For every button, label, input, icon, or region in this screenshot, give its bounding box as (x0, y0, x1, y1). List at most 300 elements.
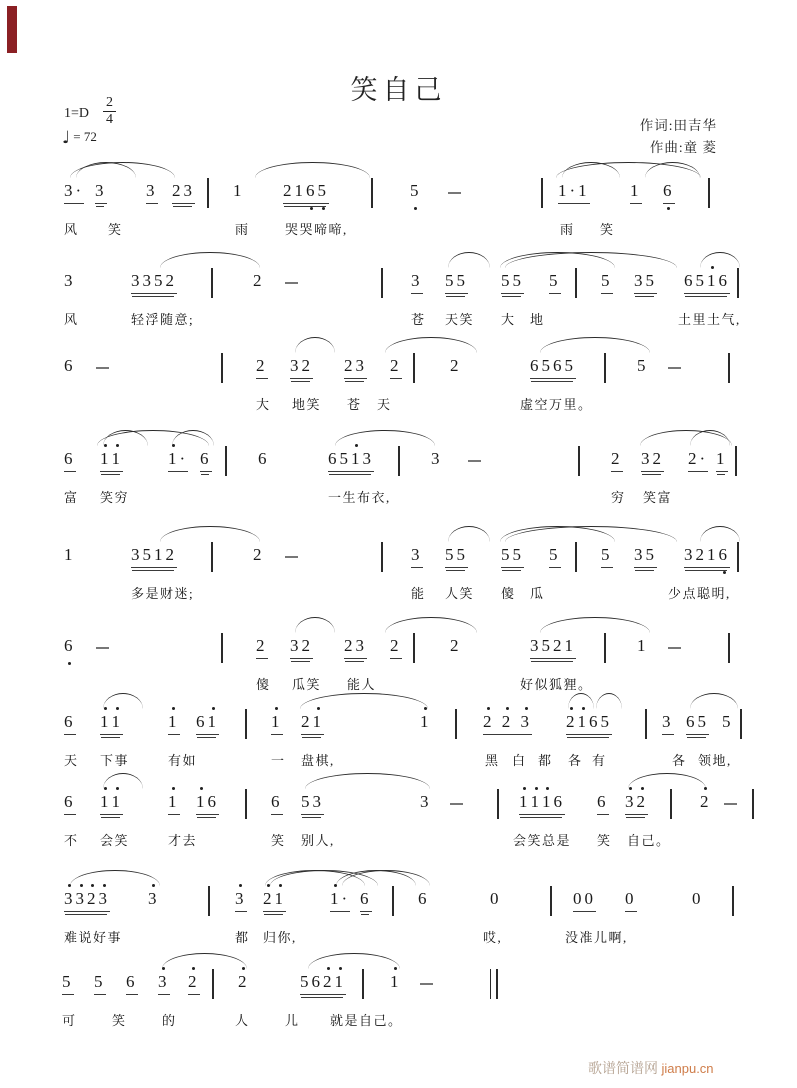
note-digit: 1 (351, 449, 363, 469)
second-beam-line (717, 474, 725, 475)
note-digit: 5 (300, 972, 312, 991)
octave-dot-low (322, 207, 325, 210)
note-digit: 2 (238, 972, 250, 992)
note-digit: 5 (456, 545, 468, 564)
note-digit: 2 (283, 181, 295, 200)
note-digit: 1 (313, 712, 325, 732)
note-digit: 1 (154, 545, 166, 564)
slur (448, 252, 490, 268)
octave-dot-high (192, 967, 195, 970)
note-group (420, 792, 432, 814)
note-digit: 2 (688, 449, 700, 468)
note-digit: 2 (301, 356, 313, 375)
lyric-syllable: 有 (592, 753, 607, 768)
note-digit: 1 (112, 792, 124, 812)
note-digit: 2 (390, 356, 402, 375)
note-group (684, 271, 730, 294)
barline (208, 886, 210, 916)
barline (413, 633, 415, 663)
note-digit: 6 (663, 181, 675, 201)
note-digit: 5 (456, 271, 468, 290)
barline (575, 268, 577, 298)
note-group (146, 181, 158, 204)
note-group (271, 792, 283, 815)
octave-dot-high (104, 707, 107, 710)
octave-dot-high (394, 967, 397, 970)
note-group (64, 636, 76, 658)
duration-dash (285, 282, 298, 284)
slur (162, 953, 247, 969)
note-group (64, 712, 76, 735)
lyric-syllable: 富 (64, 490, 79, 505)
note-group (716, 449, 728, 472)
note-group (601, 271, 613, 294)
note-digit: 2 (611, 449, 623, 468)
octave-dot-high (327, 967, 330, 970)
note-group (601, 545, 613, 568)
note-group (686, 712, 709, 735)
note-digit: 5 (549, 545, 561, 564)
lyric-syllable: 可 (62, 1013, 77, 1028)
octave-dot-high (546, 787, 549, 790)
note-digit: 1 (707, 271, 719, 291)
note-digit: 5 (637, 356, 649, 375)
note-digit: 5 (62, 972, 74, 991)
lyric-syllable: 人 (235, 1013, 250, 1028)
duration-dash (448, 192, 461, 194)
lyric-syllable: 就是自己。 (330, 1013, 403, 1028)
lyric-syllable: 笑富 (643, 490, 673, 505)
note-digit: 2 (344, 636, 356, 655)
note-digit: 2 (652, 449, 664, 468)
lyric-syllable: 一生布衣, (328, 490, 391, 505)
note-group (148, 889, 160, 911)
note-digit: 2 (253, 545, 265, 564)
note-digit (495, 712, 502, 732)
note-digit: 5 (564, 356, 576, 375)
note-digit: 2 (344, 356, 356, 375)
note-group (126, 972, 138, 995)
barline (728, 633, 730, 663)
lyric-syllable: 有如 (168, 753, 198, 768)
note-digit: 3 (634, 545, 646, 564)
lyric-syllable: 领地, (698, 753, 732, 768)
note-digit: 3 (530, 636, 542, 655)
note-group (168, 792, 180, 815)
octave-dot-high (641, 787, 644, 790)
note-group (597, 792, 609, 815)
note-digit: 2 (553, 636, 565, 655)
note-digit: 3 (684, 545, 696, 564)
note-digit: 6 (718, 271, 730, 290)
duration-dash (724, 803, 737, 805)
note-group (611, 449, 623, 472)
lyric-syllable: 不 (64, 833, 79, 848)
note-digit: · (179, 449, 189, 468)
lyric-syllable: 傻 (256, 677, 271, 692)
note-digit: 5 (541, 636, 553, 655)
note-digit: 5 (512, 545, 524, 564)
lyric-syllable: 能人 (347, 677, 377, 692)
note-group (390, 972, 402, 994)
lyric-syllable: 苍 (411, 312, 426, 327)
note-digit: 1 (168, 712, 180, 732)
note-group (684, 545, 730, 568)
lyric-syllable: 天 (377, 397, 392, 412)
note-group (688, 449, 708, 472)
note-group (450, 636, 462, 658)
note-digit: 6 (271, 792, 283, 811)
slur (305, 773, 430, 789)
lyric-syllable: 盘棋, (301, 753, 335, 768)
note-group (549, 271, 561, 294)
second-beam-line (101, 737, 120, 738)
note-digit: 6 (328, 449, 340, 468)
note-group (256, 636, 268, 659)
note-digit: 3 (95, 181, 107, 200)
note-group (238, 972, 250, 994)
octave-dot-high (424, 707, 427, 710)
slur (70, 870, 160, 886)
octave-dot-high (200, 787, 203, 790)
note-digit: 1 (196, 792, 208, 812)
watermark (588, 1058, 714, 1078)
note-digit: 3 (641, 449, 653, 468)
note-group (692, 889, 704, 911)
note-digit: 2 (301, 712, 313, 731)
note-group (64, 271, 76, 293)
note-digit: 6 (311, 972, 323, 991)
note-group (100, 792, 123, 815)
note-digit: 1 (531, 792, 543, 812)
note-group (519, 792, 565, 815)
octave-dot-high (506, 707, 509, 710)
note-digit: 6 (589, 712, 601, 731)
note-digit: 3 (146, 181, 158, 200)
barline (245, 789, 247, 819)
note-group (253, 271, 265, 293)
second-beam-line (197, 817, 216, 818)
note-digit: 3 (625, 792, 637, 812)
note-digit: 1 (420, 712, 432, 732)
lyric-syllable: 都 (235, 930, 250, 945)
barline (604, 633, 606, 663)
slur (295, 617, 335, 633)
octave-dot-high (629, 787, 632, 790)
lyric-syllable: 都 (538, 753, 553, 768)
note-group (558, 181, 590, 204)
note-digit: 1 (716, 449, 728, 468)
note-digit: 3 (411, 271, 423, 290)
octave-dot-high (116, 787, 119, 790)
octave-dot-high (570, 707, 573, 710)
note-digit: 3 (662, 712, 674, 731)
note-digit: 3 (290, 636, 302, 655)
lyric-syllable: 天笑 (445, 312, 475, 327)
note-digit: 3 (148, 889, 160, 909)
lyric-syllable: 傻 (501, 586, 516, 601)
note-digit: · (75, 181, 85, 200)
barline (381, 542, 383, 572)
watermark-site: 歌谱简谱网 (588, 1062, 662, 1077)
lyric-syllable: 地 (530, 312, 545, 327)
note-digit: 1 (233, 181, 245, 200)
octave-dot-high (355, 444, 358, 447)
barline (362, 969, 364, 999)
note-digit: 2 (450, 636, 462, 655)
slur (103, 693, 143, 709)
note-digit: 2 (188, 972, 200, 992)
note-digit: 1 (330, 889, 342, 909)
second-beam-line (201, 474, 209, 475)
note-digit: 1 (112, 712, 124, 732)
note-digit: 1 (637, 636, 649, 655)
duration-dash (96, 647, 109, 649)
octave-dot-high (172, 444, 175, 447)
note-digit: 5 (601, 545, 613, 564)
note-digit: 1 (558, 181, 570, 200)
note-digit: 3 (131, 545, 143, 564)
note-digit: 6 (200, 449, 212, 468)
octave-dot-high (162, 967, 165, 970)
second-beam-line (302, 817, 321, 818)
barline (211, 542, 213, 572)
note-digit: 5 (501, 271, 513, 290)
note-digit: 6 (553, 356, 565, 375)
second-beam-line (132, 296, 174, 297)
octave-dot-high (104, 787, 107, 790)
note-digit: 6 (719, 545, 731, 565)
note-group (100, 712, 123, 735)
note-group (290, 356, 313, 379)
lyric-syllable: 大 (256, 397, 271, 412)
slur (160, 526, 260, 542)
second-beam-line (329, 474, 371, 475)
note-group (722, 712, 734, 734)
barline (455, 709, 457, 739)
lyric-syllable: 苍 (347, 397, 362, 412)
octave-dot-high (704, 787, 707, 790)
note-digit: 2 (483, 712, 495, 732)
octave-dot-high (152, 884, 155, 887)
note-digit: 1 (168, 792, 180, 812)
note-group (483, 712, 532, 735)
note-digit: 1 (208, 712, 220, 732)
second-beam-line (642, 474, 661, 475)
lyric-syllable: 哎, (483, 930, 503, 945)
lyric-syllable: 别人, (301, 833, 335, 848)
note-digit: 6 (418, 889, 430, 908)
red-margin-mark (7, 6, 17, 53)
second-beam-line (531, 661, 573, 662)
lyric-syllable: 一 (271, 753, 286, 768)
note-group (445, 545, 468, 568)
note-group (95, 181, 107, 204)
slur (540, 617, 650, 633)
note-digit: 0 (692, 889, 704, 908)
lyric-syllable: 没准儿啊, (565, 930, 628, 945)
note-digit: 3 (290, 356, 302, 375)
tempo-marking (62, 128, 97, 148)
note-digit: 2 (566, 712, 578, 732)
note-digit: 2 (390, 636, 402, 655)
note-group (700, 792, 712, 814)
note-group (634, 545, 657, 568)
note-group (390, 636, 402, 659)
lyric-syllable: 自己。 (627, 833, 671, 848)
lyric-syllable: 人笑 (445, 586, 475, 601)
octave-dot-high (334, 884, 337, 887)
barline (413, 353, 415, 383)
note-group (188, 972, 200, 995)
second-beam-line (520, 817, 562, 818)
note-digit: 1 (112, 449, 124, 469)
note-digit: 6 (530, 356, 542, 375)
barline (735, 446, 737, 476)
lyric-syllable: 哭哭啼啼, (285, 222, 348, 237)
octave-dot-high (104, 444, 107, 447)
note-group (301, 792, 324, 815)
note-digit: 3 (99, 889, 111, 909)
note-digit: 3 (158, 972, 170, 992)
lyric-syllable: 白 (512, 753, 527, 768)
barline (728, 353, 730, 383)
note-group (200, 449, 212, 472)
tempo-value: = 72 (73, 129, 97, 144)
second-beam-line (502, 296, 521, 297)
note-digit: 6 (207, 792, 219, 811)
octave-dot-high (275, 707, 278, 710)
note-digit: 3 (64, 889, 76, 909)
second-beam-line (302, 737, 321, 738)
lyric-syllable: 大 (501, 312, 516, 327)
slur (308, 953, 400, 969)
note-group (64, 545, 76, 567)
note-group (283, 181, 329, 204)
octave-dot-high (523, 787, 526, 790)
note-digit: 5 (501, 545, 513, 564)
lyric-syllable: 天 (64, 753, 79, 768)
note-group (573, 889, 596, 912)
note-group (290, 636, 313, 659)
second-beam-line (197, 737, 216, 738)
note-digit: 6 (597, 792, 609, 811)
second-beam-line (635, 570, 654, 571)
note-group (410, 181, 422, 203)
octave-dot-high (212, 707, 215, 710)
lyric-syllable: 轻浮随意; (131, 312, 195, 327)
note-group (64, 889, 110, 912)
note-digit: 1 (294, 181, 306, 200)
octave-dot-high (172, 787, 175, 790)
barline (732, 886, 734, 916)
note-digit: 1 (275, 889, 287, 909)
note-digit: 1 (519, 792, 531, 812)
second-beam-line (446, 296, 465, 297)
note-digit: 1 (390, 972, 402, 992)
note-group (662, 712, 674, 735)
lyric-syllable: 儿 (285, 1013, 300, 1028)
lyric-syllable: 虚空万里。 (520, 397, 593, 412)
note-digit: 3 (362, 449, 374, 468)
barline (541, 178, 543, 208)
duration-dash (668, 647, 681, 649)
note-group (131, 271, 177, 294)
note-digit: 1 (630, 181, 642, 200)
note-digit: 2 (301, 636, 313, 655)
lyric-syllable: 的 (162, 1013, 177, 1028)
second-beam-line (132, 570, 174, 571)
note-digit: 5 (645, 545, 657, 564)
octave-dot-low (667, 207, 670, 210)
second-beam-line (635, 296, 654, 297)
lyric-syllable: 雨 (560, 222, 575, 237)
note-digit: 6 (64, 449, 76, 468)
note-digit: 3 (131, 271, 143, 290)
second-beam-line (301, 997, 343, 998)
note-group (235, 889, 247, 912)
note-digit: 6 (258, 449, 270, 468)
note-digit: 5 (94, 972, 106, 991)
note-digit: 3 (411, 545, 423, 564)
note-group (625, 792, 648, 815)
barline (708, 178, 710, 208)
note-digit: 1 (271, 712, 283, 732)
note-digit: 1 (564, 636, 576, 655)
note-digit: 3 (183, 181, 195, 200)
lyricist-credit: 作词:田吉华 (639, 118, 717, 133)
note-digit: 3 (235, 889, 247, 909)
note-group (131, 545, 177, 568)
second-beam-line (687, 737, 706, 738)
octave-dot-low (310, 207, 313, 210)
note-group (344, 636, 367, 659)
octave-dot-high (91, 884, 94, 887)
note-group (411, 271, 423, 294)
lyric-syllable: 笑 (600, 222, 615, 237)
lyric-syllable: 风 (64, 222, 79, 237)
note-group (258, 449, 270, 471)
note-digit: 2 (256, 636, 268, 655)
note-digit: 5 (512, 271, 524, 290)
note-digit: 3 (355, 356, 367, 375)
note-digit: 3 (355, 636, 367, 655)
second-beam-line (685, 570, 727, 571)
note-digit: 5 (318, 181, 330, 201)
octave-dot-high (317, 707, 320, 710)
second-beam-line (567, 737, 609, 738)
note-digit: 6 (306, 181, 318, 201)
note-group (172, 181, 195, 204)
note-group (168, 449, 188, 472)
slur (335, 430, 435, 446)
note-digit: 1 (64, 545, 76, 564)
time-signature-numerator: 2 (103, 96, 116, 112)
note-group (450, 356, 462, 378)
composer-credit: 作曲:童 菱 (649, 140, 717, 155)
barline (497, 789, 499, 819)
note-group (94, 972, 106, 995)
slur (255, 162, 370, 178)
lyric-syllable: 各 (568, 753, 583, 768)
note-group (64, 792, 76, 815)
barline (212, 969, 214, 999)
note-digit: 3 (64, 271, 76, 290)
note-digit: 2 (695, 545, 707, 564)
note-digit: 2 (263, 889, 275, 909)
slur (385, 617, 477, 633)
lyric-syllable: 笑穷 (100, 490, 130, 505)
